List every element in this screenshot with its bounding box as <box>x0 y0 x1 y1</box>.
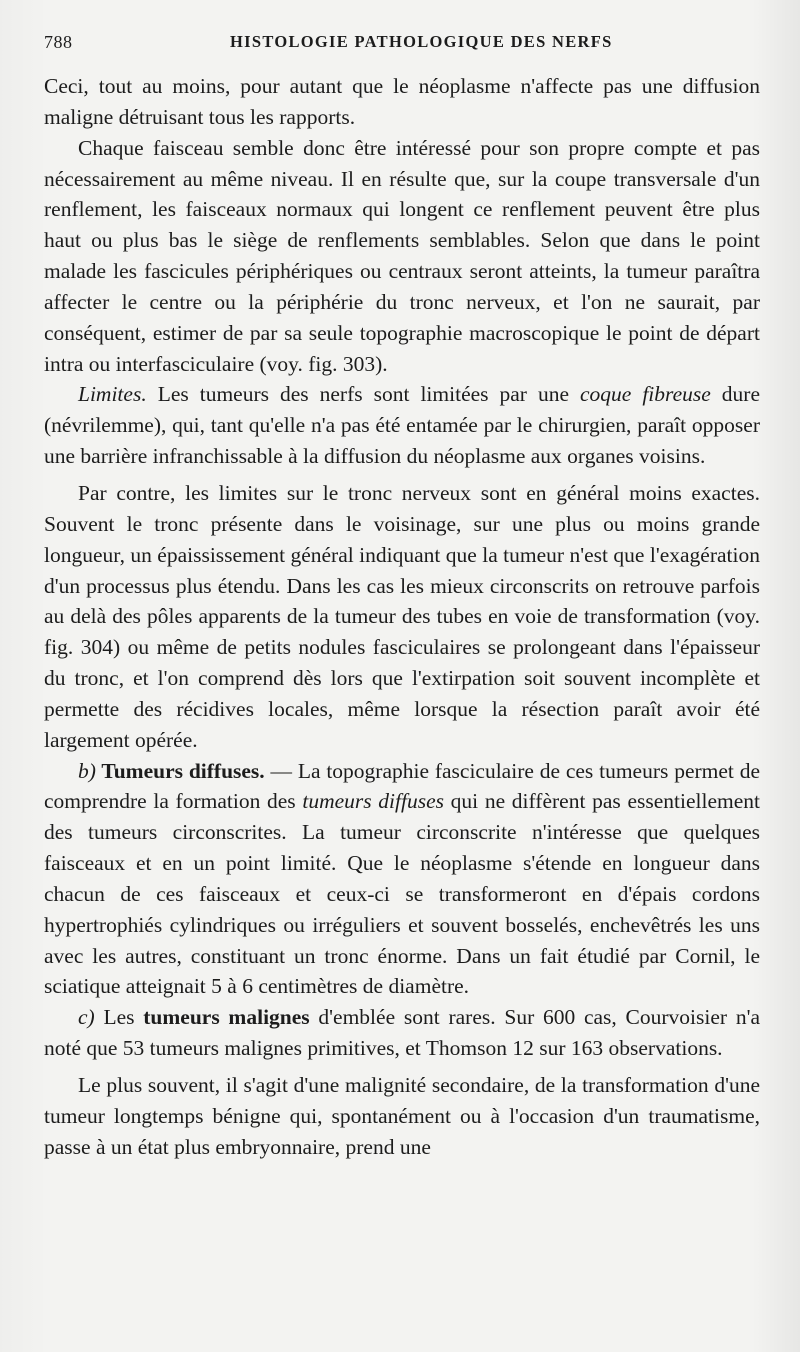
paragraph-tumeurs-malignes-text-a: Les <box>94 1005 144 1030</box>
paragraph-tumeurs-malignes-text-b: d'emblée sont rares. Sur 600 cas, Courvoisier n'a noté que 53 tumeurs malignes primitives, et Thomson 12 sur 163 observations. <box>44 1005 760 1061</box>
paragraph-limites-text-b: dure (névrilemme), qui, tant qu'elle n'a pas été entamée par le chirurgien, paraît opposer une barrière infranchissable à la diffusion du néoplasme aux organes voisins. <box>44 382 760 469</box>
paragraph-2-text: Chaque faisceau semble donc être intéressé pour son propre compte et pas nécessairement au même niveau. Il en résulte que, sur la coupe transversale d'un renflement, les faisceaux normaux qui longent ce renflement peuvent être plus haut ou plus bas le siège de renflements semblables. Selon que dans le point malade les fascicules périphériques ou centraux seront atteints, la tumeur paraîtra affecter le centre ou la périphérie du tronc nerveux, et l'on ne saurait, par conséquent, estimer de par sa seule topographie macroscopique le point de départ intra ou interfasciculaire (voy. fig. 303). <box>44 135 760 376</box>
section-heading-tumeurs-malignes: tumeurs malignes <box>143 1005 310 1030</box>
paragraph-limites <box>44 379 760 472</box>
running-title: HISTOLOGIE PATHOLOGIQUE DES NERFS <box>230 32 613 51</box>
paragraph-tumeurs-diffuses <box>44 756 760 1003</box>
paragraph-tumeurs-malignes <box>44 1002 760 1064</box>
page-number: 788 <box>44 32 73 52</box>
paragraph-2 <box>44 133 760 380</box>
paragraph-4 <box>44 478 760 756</box>
section-heading-tumeurs-diffuses: Tumeurs diffuses. <box>95 758 265 783</box>
paragraph-tumeurs-diffuses-emphasis: tumeurs diffuses <box>302 789 444 814</box>
paragraph-7-text: Le plus souvent, il s'agit d'une malignité secondaire, de la transformation d'une tumeur longtemps bénigne qui, spontanément ou à l'occasion d'un traumatisme, passe à un état plus embryonnaire, prend une <box>44 1073 760 1159</box>
paragraph-limites-text-a: Les tumeurs des nerfs sont limitées par une <box>146 382 580 407</box>
body-text <box>44 71 760 1163</box>
list-marker-b: b) <box>78 758 96 783</box>
paragraph-7 <box>44 1070 760 1163</box>
paragraph-tumeurs-diffuses-text-a: — La topographie fasciculaire de ces tumeurs permet de comprendre la formation des <box>44 758 760 814</box>
paragraph-1-text: Ceci, tout au moins, pour autant que le néoplasme n'affecte pas une diffusion maligne détruisant tous les rapports. <box>44 74 760 129</box>
section-heading-limites: Limites. <box>78 382 147 407</box>
page-header <box>44 28 764 58</box>
paragraph-1 <box>44 71 760 133</box>
paragraph-4-text: Par contre, les limites sur le tronc nerveux sont en général moins exactes. Souvent le tronc présente dans le voisinage, sur une plus ou moins grande longueur, un épaississement général indiquant que la tumeur n'est que l'exagération d'un processus plus étendu. Dans les cas les mieux circonscrits on retrouve parfois au delà des pôles apparents de la tumeur des tubes en voie de transformation (voy. fig. 304) ou même de petits nodules fasciculaires se prolongeant dans l'épaisseur du tronc, et l'on comprend dès lors que l'extirpation soit souvent incomplète et permette des récidives locales, même lorsque la résection paraît avoir été largement opérée. <box>44 480 760 752</box>
list-marker-c: c) <box>78 1005 95 1030</box>
paragraph-limites-emphasis: coque fibreuse <box>580 382 711 407</box>
paragraph-tumeurs-diffuses-text-b: qui ne diffèrent pas essentiellement des tumeurs circonscrites. La tumeur circonscrite n'intéresse que quelques faisceaux et en un point limité. Que le néoplasme s'étende en longueur dans chacun de ces faisceaux et ceux-ci se transformeront en d'épais cordons hypertrophiés cylindriques ou irréguliers et souvent bosselés, enchevêtrés les uns avec les autres, constituant un tronc énorme. Dans un fait étudié par Cornil, le sciatique atteignait 5 à 6 centimètres de diamètre. <box>44 789 760 999</box>
